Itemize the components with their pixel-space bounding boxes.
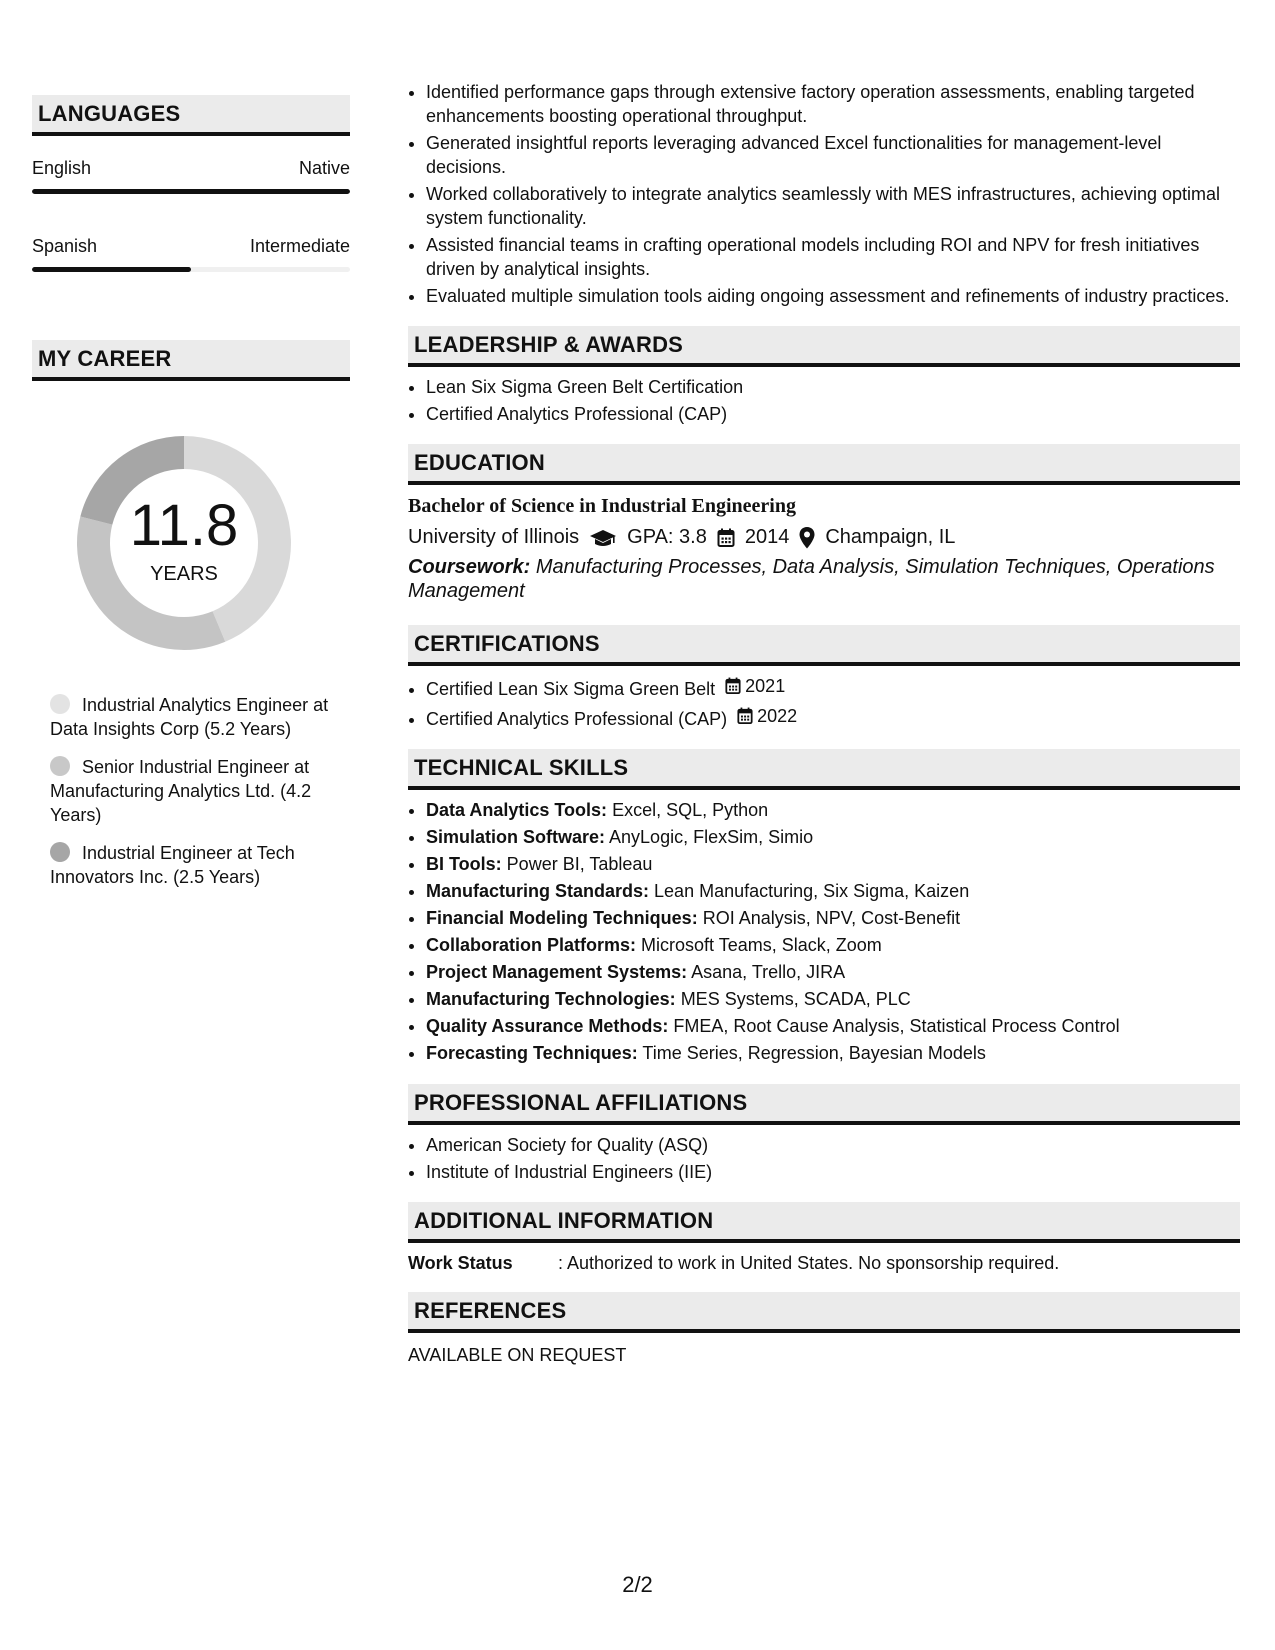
calendar-icon — [725, 677, 741, 695]
certification-item — [426, 704, 1240, 731]
skill-item — [426, 906, 1240, 931]
references-heading: REFERENCES — [408, 1292, 1240, 1333]
legend-dot-icon — [50, 756, 70, 776]
skill-label: Financial Modeling Techniques: — [426, 908, 698, 928]
skill-label: Manufacturing Technologies: — [426, 989, 676, 1009]
skills-list — [408, 798, 1240, 1066]
language-row — [32, 158, 350, 179]
skill-label: Forecasting Techniques: — [426, 1043, 638, 1063]
career-legend-label: Senior Industrial Engineer at Manufacturing Analytics Ltd. (4.2 Years) — [50, 757, 312, 825]
certifications-section — [408, 625, 1240, 731]
skill-label: Data Analytics Tools: — [426, 800, 608, 820]
references-section — [408, 1292, 1240, 1366]
additional-section — [408, 1202, 1240, 1274]
experience-bullet: • Worked collaboratively to integrate analytics seamlessly with MES infrastructures, achieving optimal system functionality. — [426, 182, 1240, 230]
skill-item — [426, 798, 1240, 823]
language-proficiency-fill — [32, 267, 191, 272]
skill-value: Asana, Trello, JIRA — [691, 962, 846, 982]
calendar-icon — [737, 707, 753, 725]
experience-bullet: • Generated insightful reports leveraging advanced Excel functionalities for management-level decisions. — [426, 131, 1240, 179]
skill-label: BI Tools: — [426, 854, 502, 874]
career-legend-item — [50, 693, 330, 741]
language-name: Spanish — [32, 236, 98, 256]
skill-item — [426, 825, 1240, 850]
experience-bullet: • Assisted financial teams in crafting operational models including ROI and NPV for fresh initiatives driven by analytical insights. — [426, 233, 1240, 281]
skill-item — [426, 987, 1240, 1012]
skill-value: Power BI, Tableau — [506, 854, 653, 874]
certification-date — [737, 704, 797, 728]
skill-value: Lean Manufacturing, Six Sigma, Kaizen — [654, 881, 970, 901]
language-name: English — [32, 158, 92, 178]
language-row — [32, 236, 350, 257]
certification-name: Certified Analytics Professional (CAP) — [426, 709, 728, 729]
leadership-item: • Certified Analytics Professional (CAP) — [426, 402, 1240, 426]
education-school: University of Illinois — [408, 526, 580, 548]
experience-bullets — [408, 80, 1240, 308]
certification-name: Certified Lean Six Sigma Green Belt — [426, 679, 716, 699]
education-section — [408, 444, 1240, 603]
references-text: AVAILABLE ON REQUEST — [408, 1345, 627, 1365]
work-status-row — [408, 1253, 1240, 1274]
language-level: Native — [298, 158, 350, 178]
skill-label: Quality Assurance Methods: — [426, 1016, 669, 1036]
certification-year: 2021 — [745, 676, 786, 696]
skill-value: AnyLogic, FlexSim, Simio — [609, 827, 814, 847]
coursework-text: Manufacturing Processes, Data Analysis, Simulation Techniques, Operations Management — [408, 556, 1215, 602]
career-legend-item — [50, 755, 330, 827]
education-meta — [408, 526, 1240, 549]
affiliation-item: • American Society for Quality (ASQ) — [426, 1133, 1240, 1157]
certification-item — [426, 674, 1240, 701]
leadership-heading: LEADERSHIP & AWARDS — [408, 326, 1240, 367]
skill-item — [426, 1041, 1240, 1066]
career-legend — [50, 693, 330, 889]
leadership-item: • Lean Six Sigma Green Belt Certification — [426, 375, 1240, 399]
certifications-list — [408, 674, 1240, 731]
legend-dot-icon — [50, 694, 70, 714]
leadership-list — [408, 375, 1240, 426]
affiliation-item: • Institute of Industrial Engineers (IIE) — [426, 1160, 1240, 1184]
calendar-icon — [717, 528, 735, 548]
language-proficiency-fill — [32, 189, 350, 194]
skills-heading: TECHNICAL SKILLS — [408, 749, 1240, 790]
languages-heading: LANGUAGES — [32, 95, 350, 136]
coursework-label: Coursework: — [408, 556, 531, 578]
donut-center — [64, 423, 304, 663]
certification-date — [725, 674, 785, 698]
affiliations-section — [408, 1084, 1240, 1184]
experience-bullet: • Identified performance gaps through extensive factory operation assessments, enabling targeted enhancements boosting operational throughput. — [426, 80, 1240, 128]
experience-bullet: • Evaluated multiple simulation tools aiding ongoing assessment and refinements of industry practices. — [426, 284, 1240, 308]
skill-value: Time Series, Regression, Bayesian Models — [642, 1043, 986, 1063]
education-heading: EDUCATION — [408, 444, 1240, 485]
additional-heading: ADDITIONAL INFORMATION — [408, 1202, 1240, 1243]
career-legend-item — [50, 841, 330, 889]
skills-section — [408, 749, 1240, 1066]
skill-label: Manufacturing Standards: — [426, 881, 650, 901]
work-status-label: Work Status — [408, 1253, 513, 1273]
skill-value: ROI Analysis, NPV, Cost-Benefit — [702, 908, 961, 928]
skill-label: Simulation Software: — [426, 827, 606, 847]
graduation-cap-icon — [589, 528, 617, 548]
affiliations-heading: PROFESSIONAL AFFILIATIONS — [408, 1084, 1240, 1125]
left-column — [32, 95, 350, 903]
right-column — [408, 80, 1240, 1366]
skill-item — [426, 960, 1240, 985]
total-years-unit: YEARS — [150, 562, 218, 585]
language-level: Intermediate — [249, 236, 350, 256]
skill-item — [426, 1014, 1240, 1039]
language-proficiency-bar — [32, 267, 350, 272]
affiliations-list — [408, 1133, 1240, 1184]
legend-dot-icon — [50, 842, 70, 862]
career-legend-label: Industrial Analytics Engineer at Data Insights Corp (5.2 Years) — [50, 695, 329, 739]
language-proficiency-bar — [32, 189, 350, 194]
certifications-heading: CERTIFICATIONS — [408, 625, 1240, 666]
skill-value: FMEA, Root Cause Analysis, Statistical Process Control — [673, 1016, 1120, 1036]
skill-label: Collaboration Platforms: — [426, 935, 637, 955]
total-years-value: 11.8 — [129, 492, 239, 558]
career-legend-label: Industrial Engineer at Tech Innovators Inc. (2.5 Years) — [50, 843, 295, 887]
skill-value: Microsoft Teams, Slack, Zoom — [641, 935, 882, 955]
skill-item — [426, 933, 1240, 958]
career-heading: MY CAREER — [32, 340, 350, 381]
leadership-section — [408, 326, 1240, 426]
skill-value: MES Systems, SCADA, PLC — [680, 989, 911, 1009]
language-item — [32, 236, 350, 272]
education-gpa: GPA: 3.8 — [627, 526, 707, 548]
work-status-value: : Authorized to work in United States. No sponsorship required. — [558, 1253, 1060, 1273]
location-pin-icon — [799, 527, 815, 549]
education-year: 2014 — [744, 526, 790, 548]
skill-value: Excel, SQL, Python — [612, 800, 769, 820]
career-donut-chart — [64, 423, 304, 663]
languages-list — [32, 158, 350, 272]
page-number: 2/2 — [622, 1572, 653, 1597]
certification-year: 2022 — [757, 706, 798, 726]
education-location: Champaign, IL — [825, 526, 956, 548]
skill-item — [426, 852, 1240, 877]
education-coursework — [408, 555, 1240, 603]
skill-item — [426, 879, 1240, 904]
language-item — [32, 158, 350, 194]
education-degree: Bachelor of Science in Industrial Engineering — [408, 495, 796, 517]
skill-label: Project Management Systems: — [426, 962, 688, 982]
